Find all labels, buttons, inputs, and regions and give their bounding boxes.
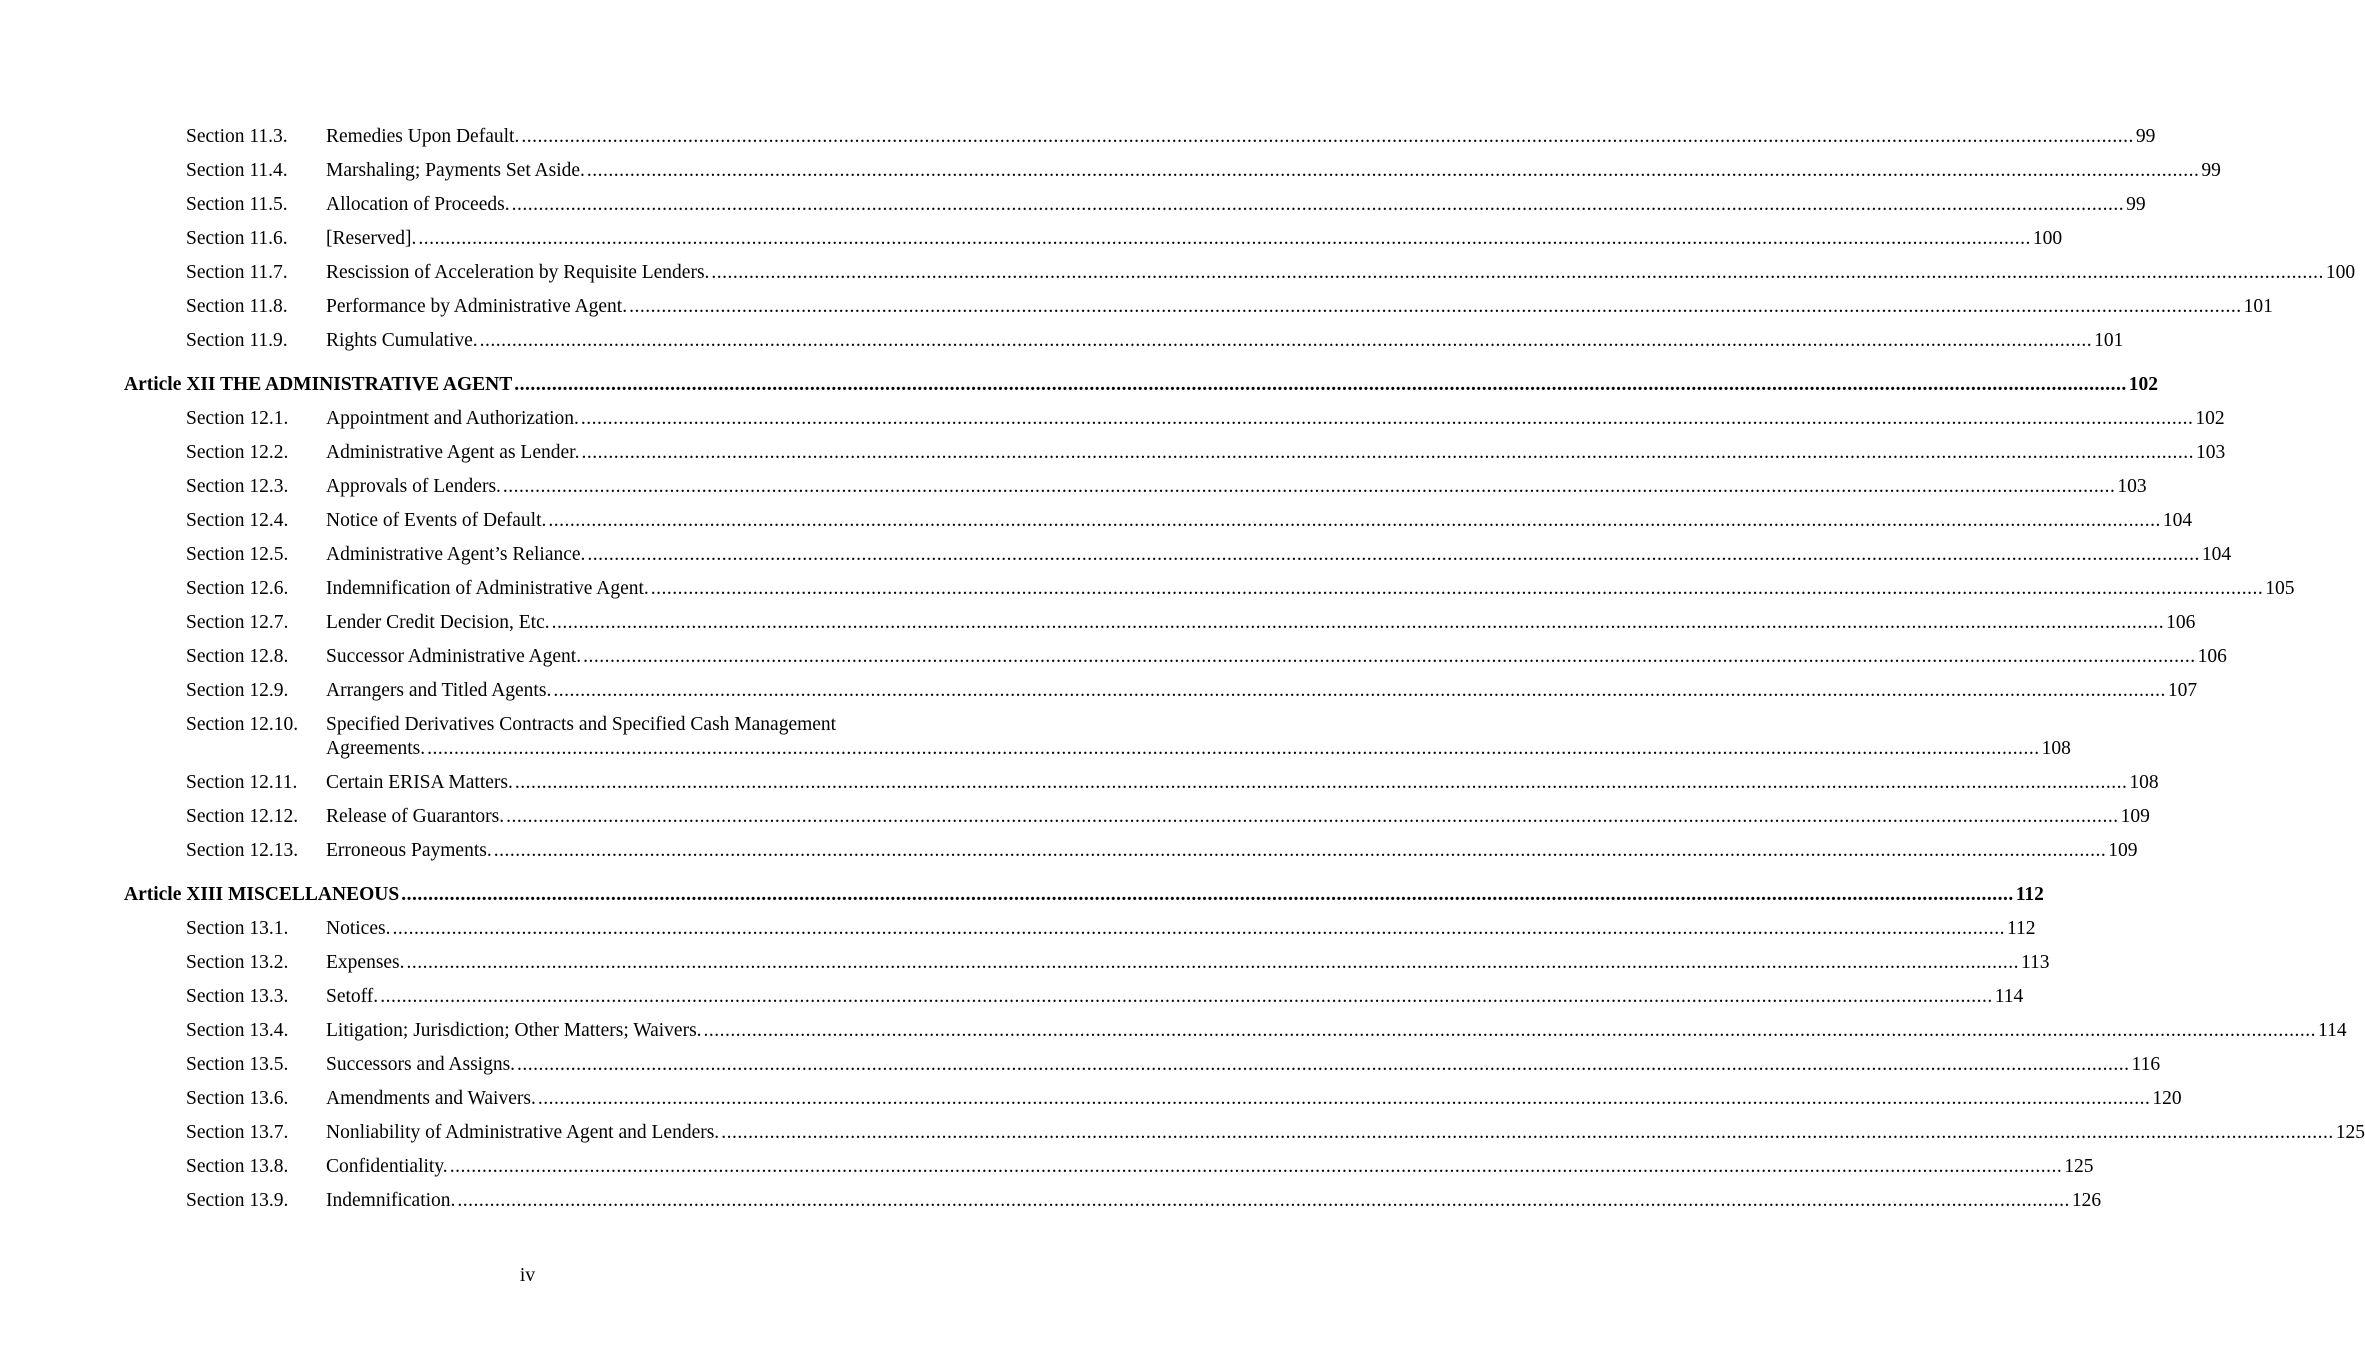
section-title: Indemnification of Administrative Agent. bbox=[326, 578, 649, 599]
toc-entry bbox=[326, 1017, 2347, 1045]
section-number: Section 11.7. bbox=[186, 262, 288, 283]
dot-leader: ............................................................................................................................................................................................................................................................................................................ bbox=[537, 1088, 2151, 1109]
toc-entry bbox=[326, 507, 2193, 535]
page-ref: 99 bbox=[2135, 126, 2156, 147]
toc-entry bbox=[326, 473, 2147, 501]
section-title: Amendments and Waivers. bbox=[326, 1088, 536, 1109]
section-title: Nonliability of Administrative Agent and Lenders. bbox=[326, 1122, 720, 1143]
toc-group-article-11 bbox=[0, 123, 2356, 361]
page-ref: 116 bbox=[2131, 1054, 2161, 1075]
dot-leader: ............................................................................................................................................................................................................................................................................................................ bbox=[548, 510, 2161, 531]
dot-leader: ............................................................................................................................................................................................................................................................................................................ bbox=[721, 1122, 2334, 1143]
section-title: Release of Guarantors. bbox=[326, 806, 505, 827]
section-title: Administrative Agent’s Reliance. bbox=[326, 544, 586, 565]
section-number: Section 11.8. bbox=[186, 296, 288, 317]
toc-entry bbox=[326, 259, 2356, 287]
section-number: Section 11.9. bbox=[186, 330, 288, 351]
toc-section-row bbox=[0, 259, 2356, 293]
toc-section-row bbox=[0, 293, 2273, 327]
section-title: Notices. bbox=[326, 918, 391, 939]
toc-entry bbox=[326, 735, 2071, 763]
section-number: Section 12.9. bbox=[186, 680, 289, 701]
toc-section-row bbox=[0, 327, 2124, 361]
dot-leader: ............................................................................................................................................................................................................................................................................................................ bbox=[551, 612, 2165, 633]
toc-section-row bbox=[0, 1017, 2347, 1051]
page-ref: 125 bbox=[2064, 1156, 2094, 1177]
page-ref: 100 bbox=[2032, 228, 2063, 249]
section-title: Arrangers and Titled Agents. bbox=[326, 680, 552, 701]
section-number: Section 12.12. bbox=[186, 806, 299, 827]
toc-entry bbox=[326, 439, 2226, 467]
dot-leader: ............................................................................................................................................................................................................................................................................................................ bbox=[479, 330, 2093, 351]
toc-entry bbox=[326, 1119, 2365, 1147]
page-ref: 125 bbox=[2335, 1122, 2365, 1143]
section-title: [Reserved]. bbox=[326, 228, 417, 249]
dot-leader: ............................................................................................................................................................................................................................................................................................................ bbox=[406, 952, 2020, 973]
section-title: Lender Credit Decision, Etc. bbox=[326, 612, 550, 633]
page-ref: 112 bbox=[2015, 884, 2044, 905]
dot-leader: ............................................................................................................................................................................................................................................................................................................ bbox=[703, 1020, 2317, 1041]
section-number: Section 13.7. bbox=[186, 1122, 289, 1143]
toc-group-article-13 bbox=[0, 915, 2365, 1221]
toc-entry bbox=[326, 983, 2024, 1011]
toc-section-row bbox=[0, 677, 2198, 711]
section-number: Section 12.4. bbox=[186, 510, 289, 531]
dot-leader: ............................................................................................................................................................................................................................................................................................................ bbox=[517, 1054, 2130, 1075]
toc-entry bbox=[326, 123, 2156, 151]
toc-entry bbox=[326, 541, 2232, 569]
section-number: Section 12.8. bbox=[186, 646, 289, 667]
section-number: Section 13.5. bbox=[186, 1054, 289, 1075]
section-number: Section 13.4. bbox=[186, 1020, 289, 1041]
section-number: Section 11.3. bbox=[186, 126, 288, 147]
toc-entry bbox=[326, 293, 2273, 321]
section-title: Marshaling; Payments Set Aside. bbox=[326, 160, 585, 181]
dot-leader: ............................................................................................................................................................................................................................................................................................................ bbox=[586, 160, 2200, 181]
dot-leader: ............................................................................................................................................................................................................................................................................................................ bbox=[392, 918, 2005, 939]
page-ref: 102 bbox=[2128, 374, 2158, 395]
dot-leader: ............................................................................................................................................................................................................................................................................................................ bbox=[418, 228, 2031, 249]
toc-entry bbox=[326, 405, 2225, 433]
page-ref: 126 bbox=[2071, 1190, 2102, 1211]
dot-leader: ............................................................................................................................................................................................................................................................................................................ bbox=[650, 578, 2264, 599]
toc-section-row bbox=[0, 225, 2063, 259]
dot-leader: ............................................................................................................................................................................................................................................................................................................ bbox=[457, 1190, 2070, 1211]
page-ref: 104 bbox=[2162, 510, 2193, 531]
toc-entry bbox=[326, 915, 2036, 943]
section-number: Section 13.3. bbox=[186, 986, 289, 1007]
page-ref: 109 bbox=[2120, 806, 2150, 827]
page-ref: 107 bbox=[2167, 680, 2198, 701]
toc-section-row bbox=[0, 1153, 2094, 1187]
dot-leader: ............................................................................................................................................................................................................................................................................................................ bbox=[553, 680, 2166, 701]
page-ref: 102 bbox=[2195, 408, 2225, 429]
page-ref: 103 bbox=[2195, 442, 2226, 463]
page-ref: 106 bbox=[2166, 612, 2196, 633]
section-title: Erroneous Payments. bbox=[326, 840, 492, 861]
toc-section-row bbox=[0, 1085, 2182, 1119]
toc-entry bbox=[326, 157, 2221, 185]
toc-entry bbox=[326, 643, 2227, 671]
dot-leader: ............................................................................................................................................................................................................................................................................................................ bbox=[581, 442, 2194, 463]
section-number: Section 13.2. bbox=[186, 952, 289, 973]
toc-entry bbox=[326, 837, 2138, 865]
section-number: Section 13.9. bbox=[186, 1190, 289, 1211]
toc-section-row bbox=[0, 769, 2159, 803]
toc-section-row bbox=[0, 191, 2146, 225]
toc-entry bbox=[326, 1153, 2094, 1181]
dot-leader: ............................................................................................................................................................................................................................................................................................................ bbox=[506, 806, 2119, 827]
dot-leader: ............................................................................................................................................................................................................................................................................................................ bbox=[514, 374, 2127, 395]
page-ref: 108 bbox=[2041, 738, 2071, 759]
toc-article-xii bbox=[0, 371, 2158, 405]
page-ref: 106 bbox=[2197, 646, 2227, 667]
toc-section-row bbox=[0, 473, 2147, 507]
section-title: Certain ERISA Matters. bbox=[326, 772, 513, 793]
toc-section-row bbox=[0, 405, 2225, 439]
toc-section-row bbox=[0, 123, 2156, 157]
toc-section-row bbox=[0, 157, 2221, 191]
toc-article-entry bbox=[124, 881, 2044, 909]
toc-entry bbox=[326, 1085, 2182, 1113]
section-number: Section 13.8. bbox=[186, 1156, 289, 1177]
section-number: Section 12.10. bbox=[186, 714, 299, 735]
section-title: Allocation of Proceeds. bbox=[326, 194, 510, 215]
page-ref: 103 bbox=[2117, 476, 2147, 497]
toc-section-row bbox=[0, 1119, 2365, 1153]
toc-group-article-12-cont bbox=[0, 769, 2159, 871]
section-number: Section 11.5. bbox=[186, 194, 288, 215]
page-ref: 120 bbox=[2152, 1088, 2182, 1109]
dot-leader: ............................................................................................................................................................................................................................................................................................................ bbox=[514, 772, 2128, 793]
section-title: Confidentiality. bbox=[326, 1156, 448, 1177]
section-number: Section 12.5. bbox=[186, 544, 289, 565]
section-number: Section 13.6. bbox=[186, 1088, 289, 1109]
toc-article-xiii bbox=[0, 881, 2044, 915]
page-ref: 99 bbox=[2126, 194, 2146, 215]
section-title-line1: Specified Derivatives Contracts and Specified Cash Management bbox=[326, 714, 837, 735]
dot-leader: ............................................................................................................................................................................................................................................................................................................ bbox=[511, 194, 2125, 215]
section-title: Rescission of Acceleration by Requisite Lenders. bbox=[326, 262, 710, 283]
page-ref: 99 bbox=[2201, 160, 2221, 181]
toc-section-row bbox=[0, 983, 2024, 1017]
dot-leader: ............................................................................................................................................................................................................................................................................................................ bbox=[583, 646, 2196, 667]
section-title: Successor Administrative Agent. bbox=[326, 646, 582, 667]
article-title: Article XII THE ADMINISTRATIVE AGENT bbox=[124, 374, 513, 395]
dot-leader: ............................................................................................................................................................................................................................................................................................................ bbox=[629, 296, 2242, 317]
toc-entry bbox=[326, 677, 2198, 705]
page-ref: 101 bbox=[2094, 330, 2124, 351]
section-number: Section 11.6. bbox=[186, 228, 288, 249]
page-ref: 114 bbox=[1994, 986, 2024, 1007]
page-ref: 109 bbox=[2108, 840, 2138, 861]
toc-section-row bbox=[0, 1187, 2102, 1221]
section-number: Section 12.3. bbox=[186, 476, 289, 497]
section-title: Litigation; Jurisdiction; Other Matters; Waivers. bbox=[326, 1020, 702, 1041]
section-title: Successors and Assigns. bbox=[326, 1054, 516, 1075]
toc-section-row bbox=[0, 541, 2232, 575]
toc-section-row bbox=[0, 507, 2193, 541]
section-title: Appointment and Authorization. bbox=[326, 408, 579, 429]
section-number: Section 12.7. bbox=[186, 612, 289, 633]
page-ref: 113 bbox=[2021, 952, 2050, 973]
page-ref: 101 bbox=[2243, 296, 2273, 317]
section-number: Section 12.2. bbox=[186, 442, 289, 463]
page-ref: 108 bbox=[2129, 772, 2159, 793]
toc-section-row bbox=[0, 439, 2226, 473]
section-number: Section 11.4. bbox=[186, 160, 288, 181]
page-number: iv bbox=[519, 1265, 536, 1286]
toc-entry bbox=[326, 327, 2124, 355]
toc-entry bbox=[326, 1187, 2102, 1215]
toc-entry bbox=[326, 191, 2146, 219]
dot-leader: ............................................................................................................................................................................................................................................................................................................ bbox=[711, 262, 2324, 283]
toc-article-entry bbox=[124, 371, 2158, 399]
section-number: Section 12.1. bbox=[186, 408, 289, 429]
toc-entry bbox=[326, 803, 2150, 831]
page-ref: 104 bbox=[2201, 544, 2232, 565]
section-title-line2: Agreements. bbox=[326, 738, 426, 759]
section-number: Section 12.11. bbox=[186, 772, 298, 793]
section-title: Setoff. bbox=[326, 986, 379, 1007]
toc-entry bbox=[326, 225, 2063, 253]
toc-section-row bbox=[0, 575, 2295, 609]
page-ref: 100 bbox=[2325, 262, 2356, 283]
toc-entry bbox=[326, 609, 2196, 637]
page-ref: 114 bbox=[2318, 1020, 2347, 1041]
toc-entry bbox=[326, 1051, 2161, 1079]
toc-section-row bbox=[0, 949, 2050, 983]
dot-leader: ............................................................................................................................................................................................................................................................................................................ bbox=[587, 544, 2200, 565]
toc-section-row bbox=[0, 803, 2150, 837]
toc-group-article-12 bbox=[0, 405, 2295, 711]
section-number: Section 12.13. bbox=[186, 840, 299, 861]
section-title: Administrative Agent as Lender. bbox=[326, 442, 580, 463]
section-title: Notice of Events of Default. bbox=[326, 510, 547, 531]
section-title: Approvals of Lenders. bbox=[326, 476, 501, 497]
section-title: Expenses. bbox=[326, 952, 405, 973]
toc-entry bbox=[326, 575, 2295, 603]
dot-leader: ............................................................................................................................................................................................................................................................................................................ bbox=[449, 1156, 2063, 1177]
section-number: Section 13.1. bbox=[186, 918, 289, 939]
toc-section-row bbox=[0, 1051, 2161, 1085]
toc-section-row bbox=[0, 643, 2227, 677]
toc-section-row bbox=[0, 915, 2036, 949]
page-ref: 105 bbox=[2265, 578, 2295, 599]
dot-leader: ............................................................................................................................................................................................................................................................................................................ bbox=[380, 986, 1993, 1007]
toc-section-row bbox=[0, 609, 2196, 643]
toc-section-row bbox=[0, 837, 2138, 871]
dot-leader: ............................................................................................................................................................................................................................................................................................................ bbox=[401, 884, 2014, 905]
article-title: Article XIII MISCELLANEOUS bbox=[124, 884, 400, 905]
dot-leader: ............................................................................................................................................................................................................................................................................................................ bbox=[580, 408, 2194, 429]
page-ref: 112 bbox=[2006, 918, 2036, 939]
dot-leader: ............................................................................................................................................................................................................................................................................................................ bbox=[493, 840, 2107, 861]
toc-entry bbox=[326, 949, 2050, 977]
section-number: Section 12.6. bbox=[186, 578, 289, 599]
dot-leader: ............................................................................................................................................................................................................................................................................................................ bbox=[521, 126, 2134, 147]
section-title: Remedies Upon Default. bbox=[326, 126, 520, 147]
toc-section-12-10 bbox=[0, 711, 2071, 769]
dot-leader: ............................................................................................................................................................................................................................................................................................................ bbox=[502, 476, 2116, 497]
table-of-contents bbox=[0, 123, 2365, 1221]
section-title: Performance by Administrative Agent. bbox=[326, 296, 628, 317]
section-title: Indemnification. bbox=[326, 1190, 456, 1211]
dot-leader: ............................................................................................................................................................................................................................................................................................................ bbox=[427, 738, 2040, 759]
section-title: Rights Cumulative. bbox=[326, 330, 478, 351]
toc-entry bbox=[326, 769, 2159, 797]
